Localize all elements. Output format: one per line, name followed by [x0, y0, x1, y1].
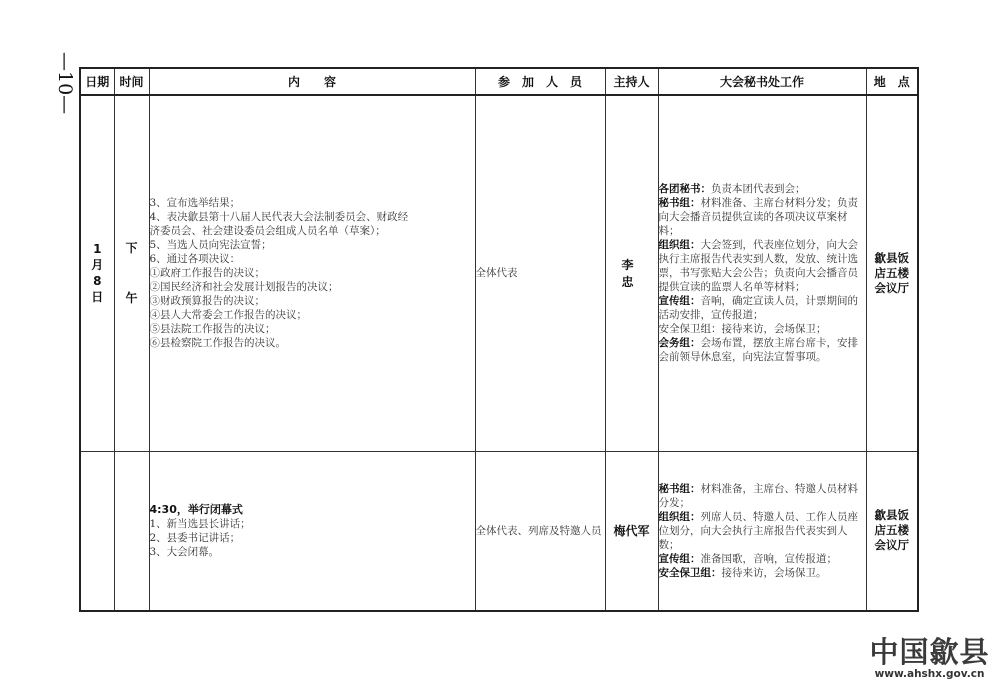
site-watermark	[867, 636, 992, 680]
header-secretariat: 大会秘书处工作	[658, 68, 866, 95]
content-line: 3、宣布选举结果；	[149, 197, 241, 210]
duty-item: 宣传组：音响，确定宣读人员，计票期间的活动安排，宣传报道；	[658, 295, 858, 322]
watermark-url: www.ahshx.gov.cn	[874, 668, 985, 680]
header-content: 内 容	[149, 68, 475, 95]
content-line: 3、大会闭幕。	[149, 545, 220, 558]
secretariat-cell	[658, 451, 866, 611]
content-line: 1、新当选县长讲话；	[149, 517, 251, 530]
table-row	[80, 451, 918, 611]
content-line: ②国民经济和社会发展计划报告的决议；	[149, 281, 339, 294]
schedule-table	[79, 67, 919, 612]
secretariat-cell	[658, 95, 866, 451]
content-line: 2、县委书记讲话；	[149, 531, 241, 544]
table-row	[80, 95, 918, 451]
duty-item: 会务组：会场布置，摆放主席台席卡，安排会前领导休息室，向宪法宣誓事项。	[658, 337, 858, 364]
time-cell	[114, 451, 149, 611]
host-cell: 李 忠	[605, 95, 658, 451]
location-cell: 歙县饭 店五楼 会议厅	[866, 95, 918, 451]
content-line: ①政府工作报告的决议；	[149, 267, 265, 280]
duty-item: 安全保卫组：接待来访，会场保卫；	[658, 323, 827, 336]
date-cell	[80, 451, 114, 611]
header-time: 时间	[114, 68, 149, 95]
content-line: 4、表决歙县第十八届人民代表大会法制委员会、财政经	[149, 211, 409, 224]
duty-item: 秘书组：材料准备，主席台、特邀人员材料分发；	[658, 482, 858, 509]
location-cell: 歙县饭 店五楼 会议厅	[866, 451, 918, 611]
duty-item: 秘书组：材料准备、主席台材料分发；负责向大会播音员提供宣读的各项决议草案材料；	[658, 197, 858, 238]
header-location: 地 点	[866, 68, 918, 95]
content-cell	[149, 451, 475, 611]
content-cell	[149, 95, 475, 451]
header-participants: 参 加 人 员	[475, 68, 605, 95]
date-cell: 1 月 8 日	[80, 95, 114, 451]
duty-item: 组织组：列席人员、特邀人员、工作人员座位划分，向大会执行主席报告代表实到人数；	[658, 510, 858, 551]
header-host: 主持人	[605, 68, 658, 95]
participants-cell: 全体代表	[475, 95, 605, 451]
header-date: 日期	[80, 68, 114, 95]
page-number: —10—	[54, 52, 76, 115]
content-line: 6、通过各项决议：	[149, 253, 241, 266]
content-line: ③财政预算报告的决议；	[149, 295, 265, 308]
content-line: 5、当选人员向宪法宣誓；	[149, 239, 272, 252]
watermark-title: 中国歙县	[869, 635, 990, 669]
duty-item: 各团秘书：负责本团代表到会；	[658, 183, 806, 196]
content-line: ⑥县检察院工作报告的决议。	[149, 337, 286, 350]
duty-item: 安全保卫组：接待来访，会场保卫。	[658, 566, 827, 579]
content-line: ④县人大常委会工作报告的决议；	[149, 309, 307, 322]
host-cell: 梅代军	[605, 451, 658, 611]
participants-cell: 全体代表、列席及特邀人员	[475, 451, 605, 611]
duty-item: 组织组：大会签到，代表座位划分，向大会执行主席报告代表实到人数，发放、统计选票，书写张贴大会公告；负责向大会播音员提供宣读的监票人名单等材料；	[658, 239, 858, 294]
content-line: 济委员会、社会建设委员会组成人员名单（草案）；	[149, 225, 386, 238]
time-cell: 下 午	[114, 95, 149, 451]
duty-item: 宣传组：准备国歌，音响，宣传报道；	[658, 552, 837, 565]
header-row	[80, 68, 918, 95]
content-title: 4:30，举行闭幕式	[149, 502, 243, 516]
content-line: ⑤县法院工作报告的决议；	[149, 323, 276, 336]
